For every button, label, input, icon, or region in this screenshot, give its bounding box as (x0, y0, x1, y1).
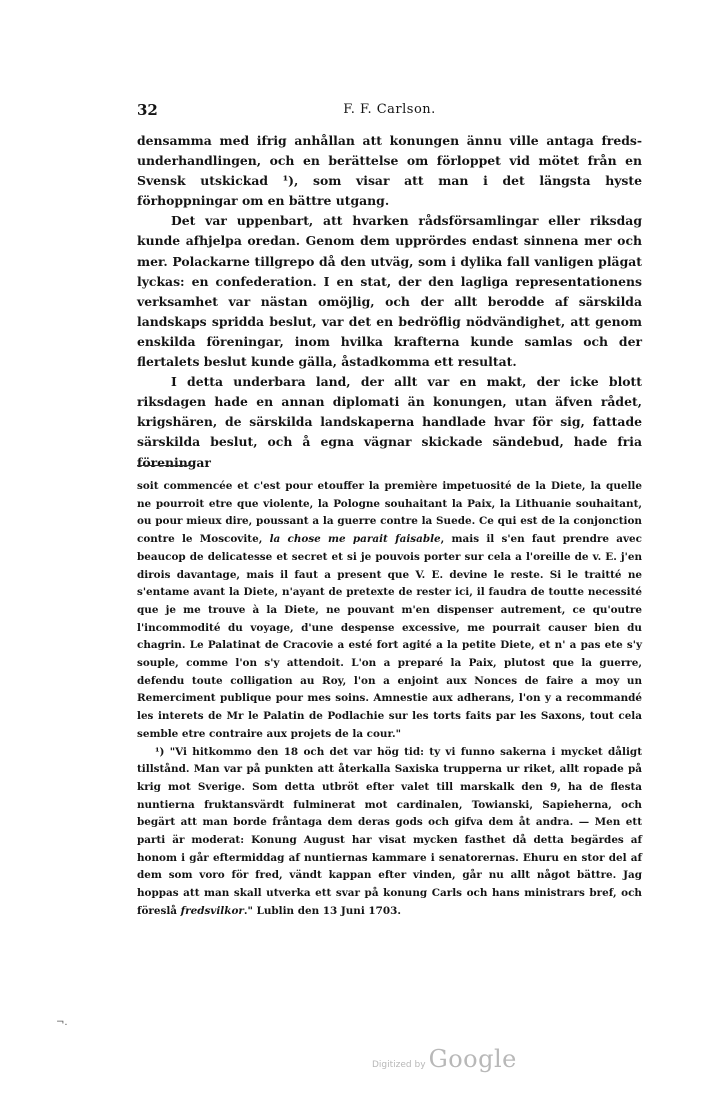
footnote-continued-text-b: , mais il s'en faut prendre avec beaucop de delicatesse et secret et si je pouvois porter sur cela a l'oreille de v. E. j'en dirois davantage, mais il faut a present que V. E. devine le reste. Si le traitté ne s'entame avant la Diete, n'ayant de pretexte de rester ici, il faudra de toutte necessité que je me trouve à la Diete, ne pouvant m'en dispenser autrement, ce qu'outre l'incommodité du voyage, d'une despense excessive, me pourrait causer bien du chagrin. Le Palatinat de Cracovie a esté fort agité a la petite Diete, et n' a pas ete s'y souple, comme l'on s'y attendoit. L'on a preparé la Paix, plutost que la guerre, defendu toute colligation au Roy, l'on a enjoint aux Nonces de faire a moy un Remerciment publique pour mes soins. Amnestie aux adherans, l'on y a recommandé les interets de Mr le Palatin de Podlachie sur les torts faits par les Saxons, tout cela semble etre contraire aux projets de la cour." (137, 533, 642, 740)
paragraph-3: I detta underbara land, der allt var en makt, der icke blott riksdagen hade en annan diplomati än konungen, utan äfven rådet, krigshären, de särskilda landskaperna handlade hvar för sig, fattade särskilda beslut, och å egna vägnar skickade sändebud, hade fria föreningar (137, 374, 642, 470)
footnote-continued-text-a: soit commencée et c'est pour etouffer la première impetuosité de la Diete, la quelle ne pourroit etre que violente, la Pologne souhaitant la Paix, la Lithuanie souhaitant, ou pour mieux dire, poussant a la guerre contre la Suede. Ce qui est de la conjonction contre le Moscovite, (137, 480, 642, 546)
footnotes (137, 478, 642, 921)
footnote-1 (137, 744, 642, 921)
google-logo: Google (428, 1045, 517, 1073)
footnote-continued-italic: la chose me parait faisable (269, 533, 441, 546)
footnote-1-text-b: ." Lublin den 13 Juni 1703. (243, 904, 401, 917)
page-header (137, 101, 642, 123)
footnote-separator (137, 465, 195, 466)
main-text (137, 131, 642, 473)
google-watermark (372, 1045, 517, 1073)
paragraph-2: Det var uppenbart, att hvarken rådsförsamlingar eller riksdag kunde afhjelpa oredan. Genom dem upprördes endast sinnena mer och mer. Polackarne tillgrepo då den utväg, som i dylika fall vanligen plägat lyckas: en confederation. I en stat, der den lagliga representationens verksamhet var nästan omöjlig, och der allt berodde af särskilda landskaps spridda beslut, var det en bedröflig nödvändighet, att genom enskilda föreningar, inom hvilka krafterna kunde samlas och der flertalets beslut kunde gälla, åstadkomma ett resultat. (137, 213, 642, 370)
watermark-digitized-by: Digitized by (372, 1060, 426, 1070)
footnote-marker: ¹) (155, 745, 165, 758)
footnote-1-italic: fredsvilkor (180, 904, 244, 917)
margin-speck: ¬. (56, 1017, 68, 1028)
running-title: F. F. Carlson. (343, 102, 436, 117)
paragraph-1: densamma med ifrig anhållan att konungen ännu ville antaga freds-underhandlingen, och en berättelse om förloppet vid mötet från en Svensk utskickad ¹), som visar att man i det längsta hyste förhoppningar om en bättre utgang. (137, 133, 642, 209)
footnote-1-text-a: "Vi hitkommo den 18 och det var hög tid: ty vi funno sakerna i mycket dåligt tillstånd. Man var på punkten att återkalla Saxiska trupperna ur riket, allt ropade på krig mot Sverige. Som detta utbröt efter valet till marskalk den 9, ha de flesta nuntierna fruktansvärdt fulminerat mot cardinalen, Towianski, Sapieherna, och begärt att man borde fråntaga dem deras gods och gifva dem åt andra. — Men ett parti är moderat: Konung August har visat mycken fasthet då detta begärdes af honom i går eftermiddag af nuntiernas kammare i senatorernas. Ehuru en stor del af dem som voro för fred, vändt kappan efter vinden, går nu allt något bättre. Jag hoppas att man skall utverka ett svar på konung Carls och hans ministrars bref, och föreslå (137, 745, 642, 917)
page-number: 32 (137, 101, 158, 119)
footnote-continued (137, 478, 642, 744)
